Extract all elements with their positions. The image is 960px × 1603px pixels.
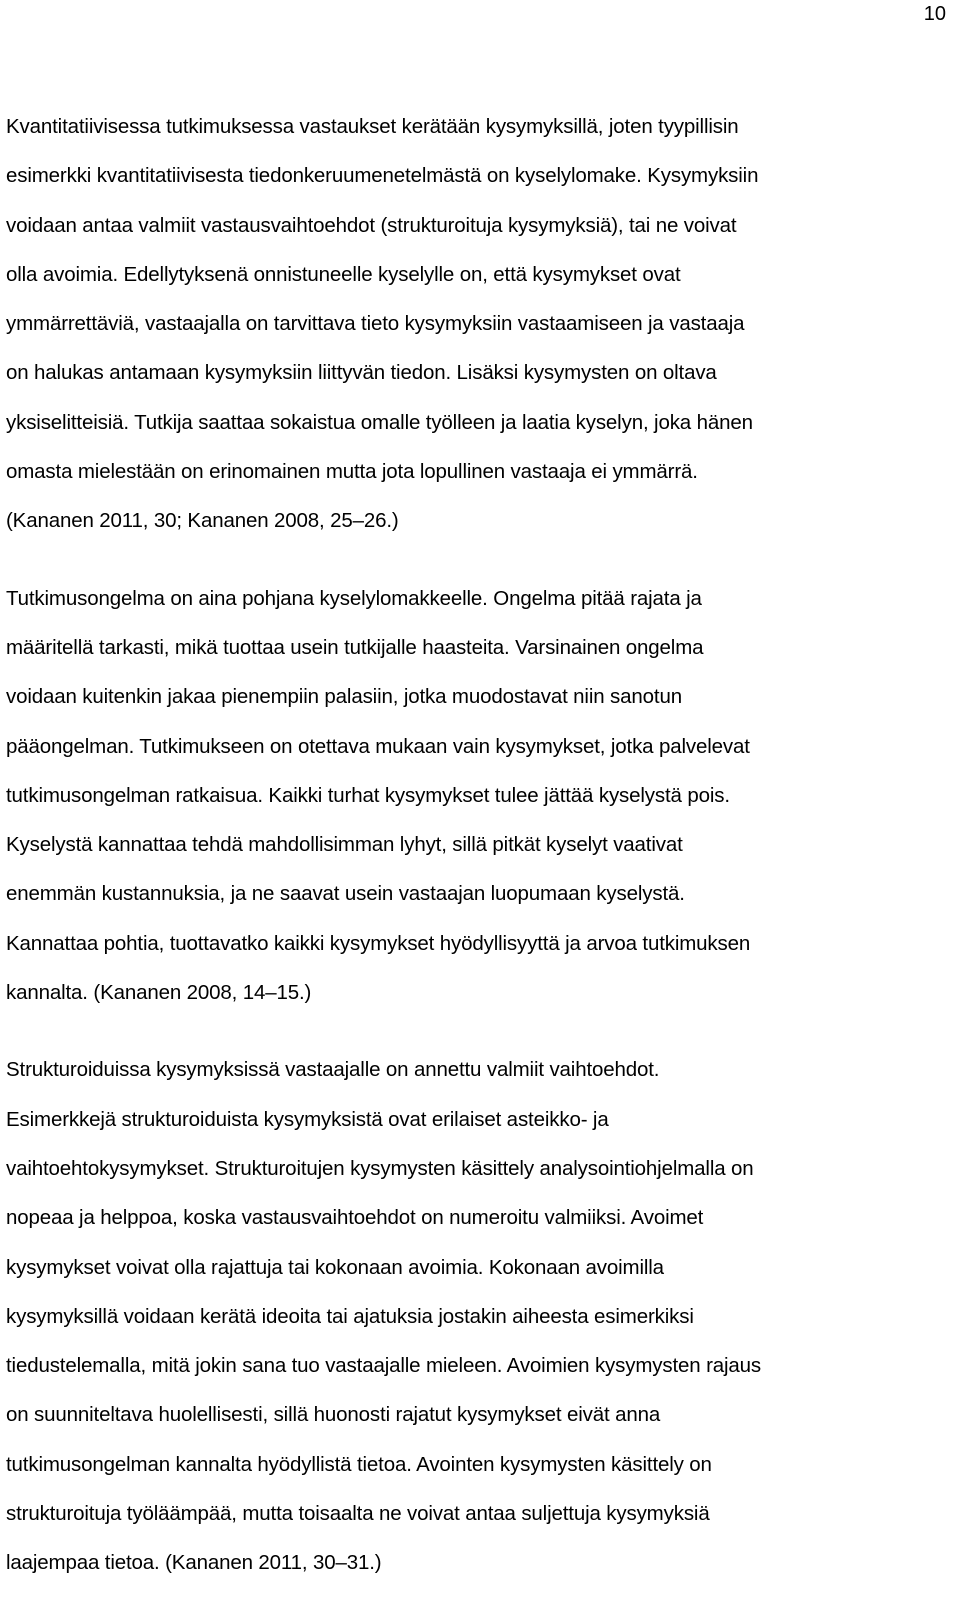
text-line: tiedustelemalla, mitä jokin sana tuo vastaajalle mieleen. Avoimien kysymysten rajaus: [6, 1354, 762, 1378]
text-line: yksiselitteisiä. Tutkija saattaa sokaistua omalle työlleen ja laatia kyselyn, joka hänen: [6, 410, 753, 434]
page-number: 10: [923, 3, 946, 25]
text-line: kysymyksillä voidaan kerätä ideoita tai ajatuksia jostakin aiheesta esimerkiksi: [6, 1304, 694, 1328]
text-line: Tutkimusongelma on aina pohjana kyselylomakkeelle. Ongelma pitää rajata ja: [6, 586, 702, 610]
text-line: määritellä tarkasti, mikä tuottaa usein tutkijalle haasteita. Varsinainen ongelma: [6, 635, 704, 659]
text-line: voidaan antaa valmiit vastausvaihtoehdot (strukturoituja kysymyksiä), tai ne voivat: [6, 213, 737, 237]
text-line: kysymykset voivat olla rajattuja tai kokonaan avoimia. Kokonaan avoimilla: [6, 1255, 664, 1279]
text-line: on suunniteltava huolellisesti, sillä huonosti rajatut kysymykset eivät anna: [6, 1403, 661, 1427]
paragraph-spacer: [6, 546, 936, 574]
text-line: omasta mielestään on erinomainen mutta jota lopullinen vastaaja ei ymmärrä.: [6, 460, 698, 484]
text-line: voidaan kuitenkin jakaa pienempiin palasiin, jotka muodostavat niin sanotun: [6, 685, 682, 709]
paragraph-2: [6, 574, 936, 1018]
text-line: pääongelman. Tutkimukseen on otettava mukaan vain kysymykset, jotka palvelevat: [6, 734, 750, 758]
text-line: on halukas antamaan kysymyksiin liittyvän tiedon. Lisäksi kysymysten on oltava: [6, 361, 717, 385]
text-line: tutkimusongelman ratkaisua. Kaikki turhat kysymykset tulee jättää kyselystä pois.: [6, 783, 730, 807]
text-line: nopeaa ja helppoa, koska vastausvaihtoehdot on numeroitu valmiiksi. Avoimet: [6, 1206, 704, 1230]
text-line: Esimerkkejä strukturoiduista kysymyksistä ovat erilaiset asteikko- ja: [6, 1107, 609, 1131]
text-line: tutkimusongelman kannalta hyödyllistä tietoa. Avointen kysymysten käsittely on: [6, 1452, 712, 1476]
text-line: strukturoituja työläämpää, mutta toisaalta ne voivat antaa suljettuja kysymyksiä: [6, 1502, 710, 1526]
text-line: esimerkki kvantitatiivisesta tiedonkeruumenetelmästä on kyselylomake. Kysymyksiin: [6, 164, 759, 188]
text-line: ymmärrettäviä, vastaajalla on tarvittava tieto kysymyksiin vastaamiseen ja vastaaja: [6, 312, 745, 336]
text-line: enemmän kustannuksia, ja ne saavat usein vastaajan luopumaan kyselystä.: [6, 882, 685, 906]
text-line: Kvantitatiivisessa tutkimuksessa vastaukset kerätään kysymyksillä, joten tyypillisin: [6, 115, 739, 138]
text-line: olla avoimia. Edellytyksenä onnistuneelle kyselylle on, että kysymykset ovat: [6, 262, 681, 286]
paragraph-1: [6, 102, 936, 546]
paragraph-spacer: [6, 1017, 936, 1045]
text-line: Strukturoiduissa kysymyksissä vastaajalle on annettu valmiit vaihtoehdot.: [6, 1058, 660, 1082]
text-line: Kyselystä kannattaa tehdä mahdollisimman lyhyt, sillä pitkät kyselyt vaativat: [6, 833, 683, 857]
text-line: laajempaa tietoa. (Kananen 2011, 30–31.): [6, 1551, 382, 1575]
text-line: Kannattaa pohtia, tuottavatko kaikki kysymykset hyödyllisyyttä ja arvoa tutkimuksen: [6, 931, 751, 955]
document-body: [6, 102, 936, 1588]
paragraph-3: [6, 1045, 936, 1587]
text-line: (Kananen 2011, 30; Kananen 2008, 25–26.): [6, 509, 399, 533]
text-line: kannalta. (Kananen 2008, 14–15.): [6, 981, 312, 1005]
text-line: vaihtoehtokysymykset. Strukturoitujen kysymysten käsittely analysointiohjelmalla on: [6, 1156, 754, 1180]
